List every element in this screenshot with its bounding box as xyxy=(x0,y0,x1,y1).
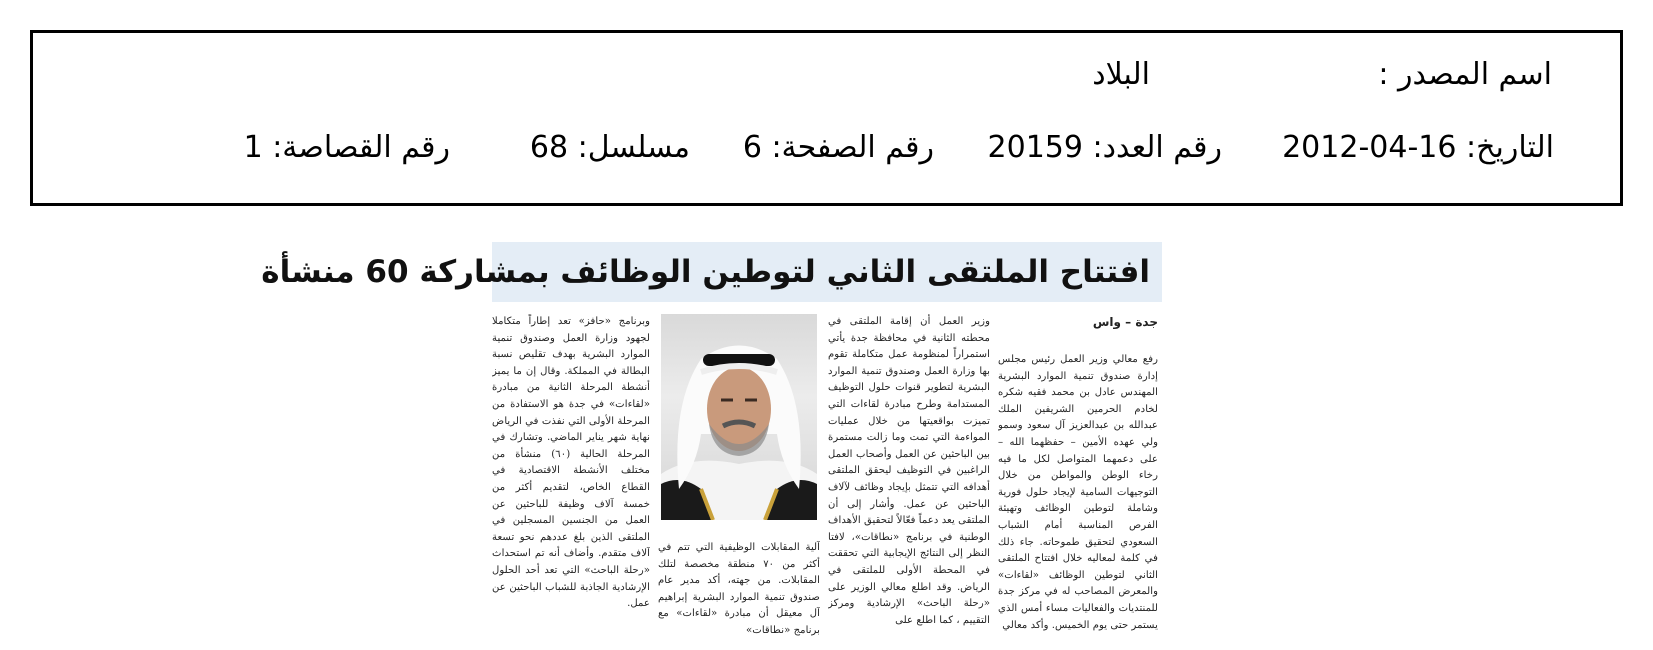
column-4-text: وبرنامج «حافز» تعد إطاراً متكاملا لجهود وزارة العمل وصندوق تنمية الموارد البشرية بهدف تقليص نسبة البطالة في المملكة. وقال إن ما يميز أنشطة المرحلة الثانية من مبادرة «لقاءات» في جدة هو الاستفادة من المرحلة الأولى التي نفذت في الرياض نهاية شهر يناير الماضي. وتشارك في المرحلة الحالية (٦٠) منشأة من مختلف الأنشطة الاقتصادية في القطاع الخاص، لتقديم أكثر من خمسة آلاف وظيفة للباحثين عن العمل من الجنسين المسجلين في الملتقى الذين بلغ عددهم نحو تسعة آلاف متقدم. وأضاف أنه تم استحداث «رحلة الباحث» التي تعد أحد الحلول الإرشادية الجاذبة للشباب الباحثين عن عمل. xyxy=(492,316,650,610)
page-number: رقم الصفحة: 6 xyxy=(742,130,934,165)
article-headline: افتتاح الملتقى الثاني لتوطين الوظائف بمشاركة 60 منشأة xyxy=(492,242,1162,302)
date-field: التاريخ: 16-04-2012 xyxy=(1282,130,1554,165)
article-column-1 xyxy=(998,314,1158,638)
column-3-text: آلية المقابلات الوظيفية التي تتم في أكثر من ٧٠ منطقة مخصصة لتلك المقابلات. من جهته، أكد مدير عام صندوق تنمية الموارد البشرية إبراهيم آل معيقل أن مبادرة «لقاءات» مع برنامج «نطاقات» xyxy=(658,542,820,636)
source-label: اسم المصدر : xyxy=(1378,57,1552,92)
source-value: البلاد xyxy=(1092,57,1150,92)
column-1-text: رفع معالي وزير العمل رئيس مجلس إدارة صندوق تنمية الموارد البشرية المهندس عادل بن محمد فقيه شكره لخادم الحرمين الشريفين الملك عبدالله بن عبدالعزيز آل سعود وسمو ولي عهده الأمين – حفظهما الله – على دعمهما المتواصل لكل ما فيه رخاء الوطن والمواطن من خلال التوجيهات السامية لإيجاد حلول فورية وشاملة لتوطين الوظائف وتهيئة الفرص المناسبة أمام الشباب السعودي لتحقيق طموحاته. جاء ذلك في كلمة لمعاليه خلال افتتاح الملتقى الثاني لتوطين الوظائف «لقاءات» والمعرض المصاحب له في مركز جدة للمنتديات والفعاليات مساء أمس الذي يستمر حتى يوم الخميس. وأكد معالي xyxy=(998,354,1158,631)
article-column-3 xyxy=(658,314,820,638)
issue-number: رقم العدد: 20159 xyxy=(987,130,1222,165)
column-2-text: وزير العمل أن إقامة الملتقى في محطته الثانية في محافظة جدة يأتي استمراراً لمنظومة عمل متكاملة تقوم بها وزارة العمل وصندوق تنمية الموارد البشرية لتطوير قنوات حلول التوظيف المستدامة وطرح مبادرة لقاءات التي تميزت بواقعيتها من خلال عمليات المواءمة التي تمت وما زالت مستمرة بين الباحثين عن العمل وأصحاب العمل الراغبين في التوظيف ليحقق الملتقى أهدافه التي تتمثل بإيجاد وظائف لآلاف الباحثين عن عمل. وأشار إلى أن الملتقى يعد دعماً فعّالاً لتحقيق الأهداف الوطنية في برنامج «نطاقات»، لافتا النظر إلى النتائج الإيجابية التي تحققت في المحطة الأولى للملتقى في الرياض. وقد اطلع معالي الوزير على «رحلة الباحث» الإرشادية ومركز التقييم ، كما اطلع على xyxy=(828,316,990,626)
newspaper-clipping xyxy=(261,238,1168,640)
article-byline: جدة – واس xyxy=(1092,315,1158,329)
article-column-4 xyxy=(492,314,650,638)
clipping-metadata-box xyxy=(30,30,1623,206)
article-column-2 xyxy=(828,314,990,638)
clip-number: رقم القصاصة: 1 xyxy=(243,130,450,165)
serial-number: مسلسل: 68 xyxy=(529,130,690,165)
